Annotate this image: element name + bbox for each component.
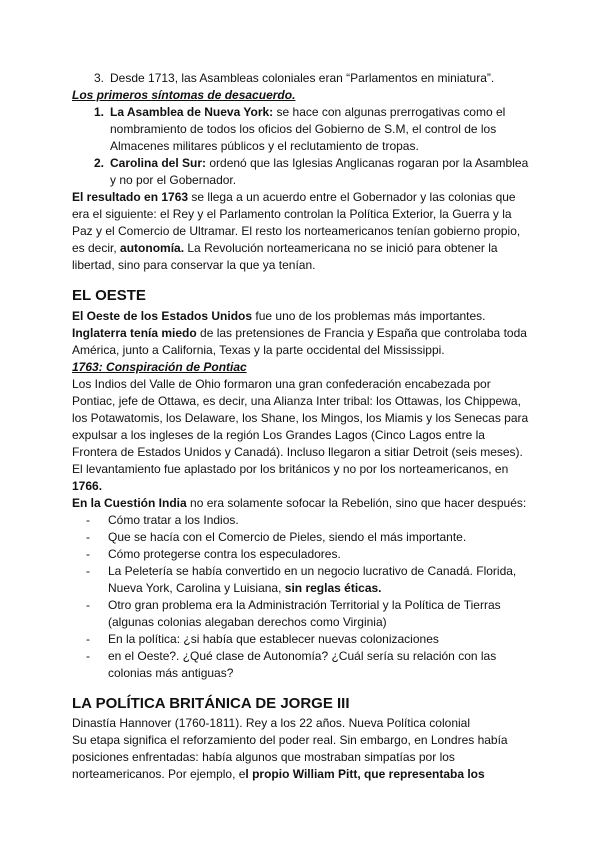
bold-phrase: En la Cuestión India	[72, 496, 187, 510]
paragraph-jorge-2	[72, 732, 532, 783]
bold-phrase: 1766.	[72, 479, 103, 493]
dash-bullet: -	[86, 649, 90, 663]
numbered-item-2	[72, 155, 532, 189]
bullet-item	[72, 529, 532, 546]
bullet-item	[72, 512, 532, 529]
paragraph-pontiac	[72, 376, 532, 495]
list-number: 1.	[93, 105, 104, 119]
bullet-body: La Peletería se había convertido en un negocio lucrativo de Canadá. Florida, Nueva York, Carolina y Luisiana,	[108, 564, 517, 595]
paragraph-text: La Revolución norteamericana no se inició para obtener la libertad, sino para conservar la que ya tenían.	[72, 241, 498, 272]
item-body: se hace con algunas prerrogativas como el nombramiento de todos los oficios del Gobierno de S.M, el control de los Almacenes militares públicos y el reclutamiento de tropas.	[110, 105, 506, 153]
bold-phrase: El resultado en 1763	[72, 190, 189, 204]
paragraph-text: no era solamente sofocar la Rebelión, sino que hacer después:	[186, 496, 527, 510]
paragraph-text: de las pretensiones de Francia y España que controlaba toda América, junto a California, Texas y la parte occidental del Mississippi.	[72, 326, 527, 357]
bold-phrase: Inglaterra tenía miedo	[72, 326, 197, 340]
bullet-text: En la política: ¿si había que establecer nuevas colonizaciones	[108, 632, 439, 646]
paragraph-resultado	[72, 189, 532, 274]
bullet-text: Otro gran problema era la Administración Territorial y la Política de Tierras (algunas colonias alegaban derechos como Virginia)	[108, 598, 501, 629]
paragraph-text: Su etapa significa el reforzamiento del poder real. Sin embargo, en Londres había posiciones enfrentadas: había algunos que mostraban simpatías por los norteamericanos. Por ejemplo, e	[72, 733, 508, 781]
bullet-item	[72, 648, 532, 682]
bullet-item	[72, 631, 532, 648]
numbered-item-1	[72, 104, 532, 155]
paragraph-jorge-1: Dinastía Hannover (1760-1811). Rey a los 22 años. Nueva Política colonial	[72, 716, 471, 730]
dash-bullet: -	[86, 564, 90, 578]
bold-phrase: l propio William Pitt, que representaba los	[245, 767, 485, 781]
bullet-text: en el Oeste?. ¿Qué clase de Autonomía? ¿Cuál sería su relación con las colonias más antiguas?	[108, 649, 497, 680]
bullet-text: Que se hacía con el Comercio de Pieles, siendo el más importante.	[108, 530, 467, 544]
bullet-text: Cómo protegerse contra los especuladores.	[108, 547, 341, 561]
bullet-text	[108, 563, 532, 597]
section-heading-pontiac: 1763: Conspiración de Pontiac	[72, 360, 247, 374]
paragraph-oeste-1	[72, 308, 532, 325]
dash-bullet: -	[86, 530, 90, 544]
list-item-3	[72, 70, 532, 87]
item-bold-lead: La Asamblea de Nueva York:	[110, 105, 274, 119]
bold-phrase: autonomía.	[120, 241, 185, 255]
list-item-text: Desde 1713, las Asambleas coloniales eran “Parlamentos en miniatura”.	[110, 71, 495, 85]
section-title-oeste: EL OESTE	[72, 287, 146, 304]
paragraph-text: se llega a un acuerdo entre el Gobernador y las colonias que era el siguiente: el Rey y el Parlamento controlan la Política Exterior, la Guerra y la Paz y el Comercio de Ultramar. El resto los norteamericanos tenían gobierno propio, es decir,	[72, 190, 521, 255]
paragraph-text: Los Indios del Valle de Ohio formaron una gran confederación encabezada por Pontiac, jefe de Ottawa, es decir, una Alianza Inter tribal: los Ottawas, los Chippewa, los Potawatomis, los Delaware, los Shane, los Mingos, los Miamis y los Senecas para expulsar a los ingleses de la región Los Grandes Lagos (Cinco Lagos entre la Frontera de Estados Unidos y Canadá). Incluso llegaron a sitiar Detroit (seis meses). El levantamiento fue aplastado por los británicos y no por los norteamericanos, en	[72, 377, 529, 476]
paragraph-cuestion-india	[72, 495, 532, 512]
bold-phrase: El Oeste de los Estados Unidos	[72, 309, 253, 323]
section-title-jorge-iii: LA POLÍTICA BRITÁNICA DE JORGE III	[72, 695, 350, 712]
paragraph-text: fue uno de los problemas más importantes.	[252, 309, 486, 323]
list-number: 2.	[93, 156, 104, 170]
dash-bullet: -	[86, 547, 90, 561]
item-bold-lead: Carolina del Sur:	[110, 156, 207, 170]
list-number: 3.	[93, 71, 104, 85]
bullet-item	[72, 546, 532, 563]
paragraph-oeste-2	[72, 325, 532, 359]
item-body: ordenó que las Iglesias Anglicanas rogaran por la Asamblea y no por el Gobernador.	[110, 156, 529, 187]
bullet-item	[72, 597, 532, 631]
list-item-text	[110, 155, 532, 189]
document-page	[72, 70, 532, 783]
dash-bullet: -	[86, 598, 90, 612]
section-heading-sintomas: Los primeros síntomas de desacuerdo.	[72, 88, 296, 102]
bold-phrase: sin reglas éticas.	[284, 581, 382, 595]
dash-bullet: -	[86, 513, 90, 527]
bullet-text: Cómo tratar a los Indios.	[108, 513, 239, 527]
bullet-item	[72, 563, 532, 597]
dash-bullet: -	[86, 632, 90, 646]
list-item-text	[110, 104, 532, 155]
